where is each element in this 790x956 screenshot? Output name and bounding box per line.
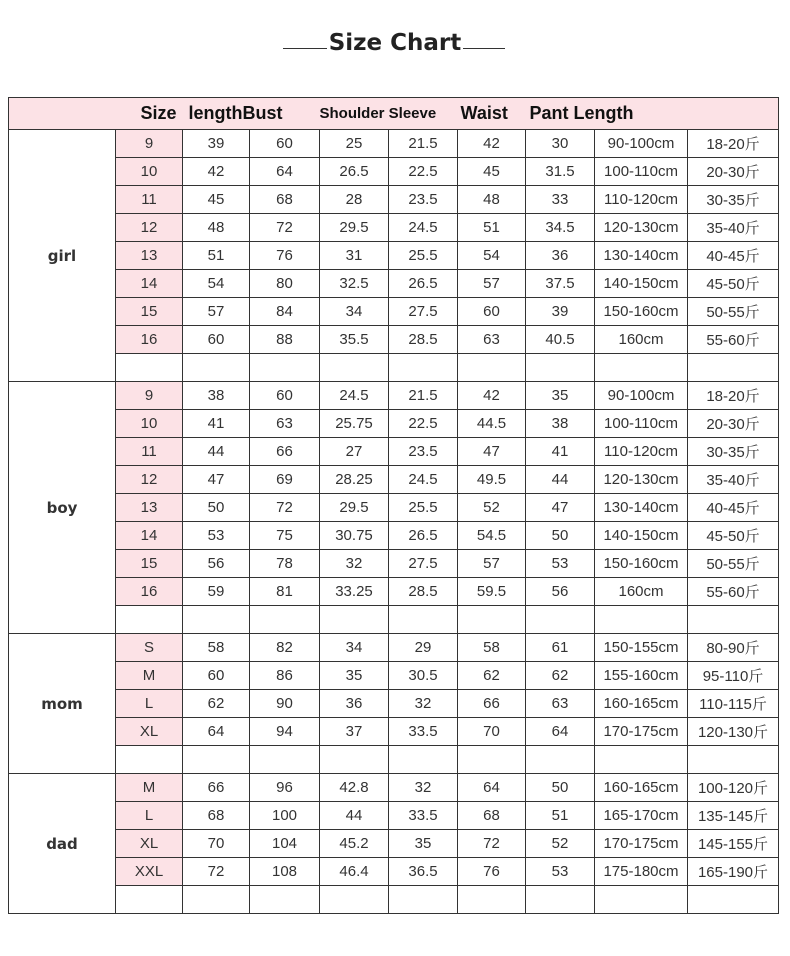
value-cell: 60 [183, 662, 250, 690]
value-cell: 33 [526, 186, 595, 214]
value-cell: 63 [458, 326, 526, 354]
value-cell: 60 [183, 326, 250, 354]
value-cell: 110-120cm [595, 438, 688, 466]
value-cell: 66 [458, 690, 526, 718]
value-cell: 23.5 [389, 438, 458, 466]
blank-cell [116, 354, 183, 382]
size-cell: M [116, 662, 183, 690]
value-cell: 51 [526, 802, 595, 830]
value-cell: 33.5 [389, 802, 458, 830]
value-cell: 95-110斤 [688, 662, 779, 690]
value-cell: 35-40斤 [688, 214, 779, 242]
value-cell: 150-160cm [595, 298, 688, 326]
value-cell: 76 [250, 242, 320, 270]
table-row [9, 326, 779, 354]
value-cell: 26.5 [389, 270, 458, 298]
value-cell: 72 [458, 830, 526, 858]
blank-cell [595, 354, 688, 382]
value-cell: 52 [526, 830, 595, 858]
value-cell: 81 [250, 578, 320, 606]
value-cell: 44 [320, 802, 389, 830]
size-cell: 15 [116, 298, 183, 326]
value-cell: 35 [320, 662, 389, 690]
table-row [9, 242, 779, 270]
value-cell: 75 [250, 522, 320, 550]
header-waist: Waist [458, 98, 526, 130]
value-cell: 36 [526, 242, 595, 270]
header-length-bust: lengthBust [183, 98, 320, 130]
blank-cell [250, 354, 320, 382]
group-label-boy: boy [9, 382, 116, 634]
table-row [9, 718, 779, 746]
value-cell: 25.75 [320, 410, 389, 438]
value-cell: 64 [526, 718, 595, 746]
value-cell: 35-40斤 [688, 466, 779, 494]
value-cell: 55-60斤 [688, 326, 779, 354]
blank-cell [595, 746, 688, 774]
value-cell: 42 [458, 130, 526, 158]
table-row [9, 438, 779, 466]
value-cell: 46.4 [320, 858, 389, 886]
value-cell: 38 [183, 382, 250, 410]
page-title: Size Chart [328, 30, 462, 56]
value-cell: 130-140cm [595, 242, 688, 270]
table-row [9, 186, 779, 214]
value-cell: 72 [250, 214, 320, 242]
value-cell: 22.5 [389, 410, 458, 438]
value-cell: 62 [183, 690, 250, 718]
value-cell: 44 [183, 438, 250, 466]
value-cell: 49.5 [458, 466, 526, 494]
value-cell: 63 [526, 690, 595, 718]
value-cell: 44.5 [458, 410, 526, 438]
table-row [9, 690, 779, 718]
size-cell: 11 [116, 438, 183, 466]
value-cell: 31 [320, 242, 389, 270]
value-cell: 34 [320, 634, 389, 662]
blank-cell [595, 886, 688, 914]
blank-row [9, 606, 779, 634]
value-cell: 150-160cm [595, 550, 688, 578]
value-cell: 51 [458, 214, 526, 242]
value-cell: 28.5 [389, 578, 458, 606]
value-cell: 47 [183, 466, 250, 494]
value-cell: 140-150cm [595, 522, 688, 550]
blank-cell [250, 606, 320, 634]
value-cell: 66 [250, 438, 320, 466]
value-cell: 29.5 [320, 214, 389, 242]
value-cell: 140-150cm [595, 270, 688, 298]
value-cell: 63 [250, 410, 320, 438]
value-cell: 160-165cm [595, 774, 688, 802]
table-row [9, 830, 779, 858]
size-cell: 14 [116, 522, 183, 550]
value-cell: 66 [183, 774, 250, 802]
value-cell: 155-160cm [595, 662, 688, 690]
blank-cell [526, 886, 595, 914]
value-cell: 29.5 [320, 494, 389, 522]
size-cell: 15 [116, 550, 183, 578]
blank-row [9, 886, 779, 914]
value-cell: 175-180cm [595, 858, 688, 886]
value-cell: 120-130cm [595, 466, 688, 494]
value-cell: 78 [250, 550, 320, 578]
size-cell: 10 [116, 158, 183, 186]
value-cell: 170-175cm [595, 830, 688, 858]
size-cell: 16 [116, 326, 183, 354]
value-cell: 86 [250, 662, 320, 690]
value-cell: 30.75 [320, 522, 389, 550]
value-cell: 82 [250, 634, 320, 662]
value-cell: 24.5 [389, 214, 458, 242]
value-cell: 170-175cm [595, 718, 688, 746]
size-cell: 9 [116, 130, 183, 158]
group-label-dad: dad [9, 774, 116, 914]
size-cell: XL [116, 718, 183, 746]
value-cell: 104 [250, 830, 320, 858]
value-cell: 42 [183, 158, 250, 186]
value-cell: 29 [389, 634, 458, 662]
table-row [9, 214, 779, 242]
value-cell: 50-55斤 [688, 550, 779, 578]
table-row [9, 634, 779, 662]
value-cell: 30-35斤 [688, 186, 779, 214]
blank-cell [688, 886, 779, 914]
blank-cell [688, 354, 779, 382]
value-cell: 30-35斤 [688, 438, 779, 466]
value-cell: 135-145斤 [688, 802, 779, 830]
value-cell: 80-90斤 [688, 634, 779, 662]
value-cell: 54 [183, 270, 250, 298]
value-cell: 20-30斤 [688, 158, 779, 186]
value-cell: 48 [458, 186, 526, 214]
value-cell: 25.5 [389, 494, 458, 522]
value-cell: 72 [183, 858, 250, 886]
size-cell: 14 [116, 270, 183, 298]
value-cell: 24.5 [389, 466, 458, 494]
value-cell: 53 [526, 550, 595, 578]
value-cell: 84 [250, 298, 320, 326]
value-cell: 45 [183, 186, 250, 214]
value-cell: 34.5 [526, 214, 595, 242]
value-cell: 58 [183, 634, 250, 662]
value-cell: 18-20斤 [688, 130, 779, 158]
size-cell: XXL [116, 858, 183, 886]
value-cell: 32 [389, 690, 458, 718]
value-cell: 21.5 [389, 130, 458, 158]
size-cell: 12 [116, 466, 183, 494]
value-cell: 40-45斤 [688, 494, 779, 522]
blank-cell [183, 354, 250, 382]
table-row [9, 662, 779, 690]
value-cell: 52 [458, 494, 526, 522]
value-cell: 42 [458, 382, 526, 410]
blank-cell [389, 606, 458, 634]
value-cell: 53 [183, 522, 250, 550]
value-cell: 37 [320, 718, 389, 746]
value-cell: 36 [320, 690, 389, 718]
value-cell: 68 [183, 802, 250, 830]
value-cell: 31.5 [526, 158, 595, 186]
value-cell: 26.5 [320, 158, 389, 186]
value-cell: 18-20斤 [688, 382, 779, 410]
size-cell: L [116, 802, 183, 830]
value-cell: 33.25 [320, 578, 389, 606]
value-cell: 90-100cm [595, 130, 688, 158]
value-cell: 58 [458, 634, 526, 662]
table-row [9, 858, 779, 886]
value-cell: 64 [458, 774, 526, 802]
value-cell: 50-55斤 [688, 298, 779, 326]
value-cell: 50 [526, 774, 595, 802]
blank-cell [595, 606, 688, 634]
value-cell: 60 [458, 298, 526, 326]
value-cell: 32 [320, 550, 389, 578]
table-row [9, 522, 779, 550]
blank-cell [183, 606, 250, 634]
value-cell: 22.5 [389, 158, 458, 186]
value-cell: 70 [458, 718, 526, 746]
value-cell: 25.5 [389, 242, 458, 270]
table-row [9, 466, 779, 494]
value-cell: 25 [320, 130, 389, 158]
blank-cell [688, 746, 779, 774]
value-cell: 50 [526, 522, 595, 550]
value-cell: 108 [250, 858, 320, 886]
blank-cell [688, 606, 779, 634]
value-cell: 57 [183, 298, 250, 326]
value-cell: 120-130cm [595, 214, 688, 242]
table-row [9, 270, 779, 298]
blank-cell [116, 746, 183, 774]
value-cell: 60 [250, 382, 320, 410]
value-cell: 100-110cm [595, 158, 688, 186]
value-cell: 24.5 [320, 382, 389, 410]
header-size: Size [9, 98, 183, 130]
table-row [9, 130, 779, 158]
size-cell: 13 [116, 494, 183, 522]
value-cell: 120-130斤 [688, 718, 779, 746]
value-cell: 62 [526, 662, 595, 690]
value-cell: 51 [183, 242, 250, 270]
group-label-mom: mom [9, 634, 116, 774]
value-cell: 68 [250, 186, 320, 214]
blank-cell [526, 354, 595, 382]
value-cell: 42.8 [320, 774, 389, 802]
blank-cell [458, 606, 526, 634]
blank-cell [320, 746, 389, 774]
value-cell: 56 [183, 550, 250, 578]
blank-cell [389, 746, 458, 774]
value-cell: 94 [250, 718, 320, 746]
value-cell: 72 [250, 494, 320, 522]
value-cell: 150-155cm [595, 634, 688, 662]
blank-cell [320, 886, 389, 914]
table-row [9, 578, 779, 606]
blank-cell [526, 606, 595, 634]
value-cell: 165-170cm [595, 802, 688, 830]
value-cell: 47 [526, 494, 595, 522]
value-cell: 38 [526, 410, 595, 438]
value-cell: 64 [250, 158, 320, 186]
value-cell: 44 [526, 466, 595, 494]
value-cell: 165-190斤 [688, 858, 779, 886]
value-cell: 45.2 [320, 830, 389, 858]
size-cell: 9 [116, 382, 183, 410]
value-cell: 41 [526, 438, 595, 466]
size-cell: XL [116, 830, 183, 858]
value-cell: 54.5 [458, 522, 526, 550]
value-cell: 40.5 [526, 326, 595, 354]
value-cell: 34 [320, 298, 389, 326]
value-cell: 27 [320, 438, 389, 466]
group-label-girl: girl [9, 130, 116, 382]
size-cell: M [116, 774, 183, 802]
value-cell: 21.5 [389, 382, 458, 410]
table-row [9, 494, 779, 522]
value-cell: 100 [250, 802, 320, 830]
value-cell: 35 [526, 382, 595, 410]
value-cell: 76 [458, 858, 526, 886]
value-cell: 20-30斤 [688, 410, 779, 438]
blank-cell [320, 606, 389, 634]
value-cell: 160cm [595, 326, 688, 354]
value-cell: 37.5 [526, 270, 595, 298]
value-cell: 30 [526, 130, 595, 158]
value-cell: 32.5 [320, 270, 389, 298]
value-cell: 54 [458, 242, 526, 270]
table-row [9, 382, 779, 410]
blank-cell [458, 354, 526, 382]
table-row [9, 550, 779, 578]
value-cell: 90-100cm [595, 382, 688, 410]
value-cell: 160-165cm [595, 690, 688, 718]
blank-row [9, 354, 779, 382]
value-cell: 45-50斤 [688, 270, 779, 298]
value-cell: 61 [526, 634, 595, 662]
value-cell: 62 [458, 662, 526, 690]
value-cell: 64 [183, 718, 250, 746]
header-row [9, 98, 779, 130]
value-cell: 57 [458, 270, 526, 298]
value-cell: 41 [183, 410, 250, 438]
blank-cell [458, 746, 526, 774]
value-cell: 35.5 [320, 326, 389, 354]
value-cell: 80 [250, 270, 320, 298]
table-row [9, 298, 779, 326]
size-chart-table [8, 97, 779, 914]
value-cell: 110-120cm [595, 186, 688, 214]
value-cell: 100-120斤 [688, 774, 779, 802]
value-cell: 26.5 [389, 522, 458, 550]
value-cell: 96 [250, 774, 320, 802]
size-cell: 11 [116, 186, 183, 214]
value-cell: 60 [250, 130, 320, 158]
blank-cell [250, 886, 320, 914]
blank-cell [458, 886, 526, 914]
size-cell: L [116, 690, 183, 718]
value-cell: 28.5 [389, 326, 458, 354]
blank-cell [183, 746, 250, 774]
header-shoulder-sleeve: Shoulder Sleeve [320, 98, 458, 130]
value-cell: 30.5 [389, 662, 458, 690]
value-cell: 36.5 [389, 858, 458, 886]
size-cell: 12 [116, 214, 183, 242]
value-cell: 160cm [595, 578, 688, 606]
value-cell: 28 [320, 186, 389, 214]
value-cell: 53 [526, 858, 595, 886]
value-cell: 47 [458, 438, 526, 466]
value-cell: 39 [526, 298, 595, 326]
table-row [9, 774, 779, 802]
table-row [9, 410, 779, 438]
size-cell: 16 [116, 578, 183, 606]
value-cell: 32 [389, 774, 458, 802]
value-cell: 55-60斤 [688, 578, 779, 606]
blank-row [9, 746, 779, 774]
value-cell: 35 [389, 830, 458, 858]
value-cell: 33.5 [389, 718, 458, 746]
header-pant-length: Pant Length [526, 98, 779, 130]
value-cell: 110-115斤 [688, 690, 779, 718]
value-cell: 57 [458, 550, 526, 578]
value-cell: 28.25 [320, 466, 389, 494]
table-row [9, 158, 779, 186]
value-cell: 40-45斤 [688, 242, 779, 270]
value-cell: 45-50斤 [688, 522, 779, 550]
value-cell: 23.5 [389, 186, 458, 214]
blank-cell [116, 606, 183, 634]
blank-cell [389, 886, 458, 914]
blank-cell [183, 886, 250, 914]
value-cell: 27.5 [389, 298, 458, 326]
blank-cell [320, 354, 389, 382]
value-cell: 59 [183, 578, 250, 606]
size-cell: 10 [116, 410, 183, 438]
blank-cell [389, 354, 458, 382]
blank-cell [526, 746, 595, 774]
value-cell: 145-155斤 [688, 830, 779, 858]
value-cell: 100-110cm [595, 410, 688, 438]
blank-cell [116, 886, 183, 914]
value-cell: 70 [183, 830, 250, 858]
value-cell: 88 [250, 326, 320, 354]
size-cell: 13 [116, 242, 183, 270]
value-cell: 45 [458, 158, 526, 186]
value-cell: 59.5 [458, 578, 526, 606]
value-cell: 90 [250, 690, 320, 718]
value-cell: 27.5 [389, 550, 458, 578]
value-cell: 130-140cm [595, 494, 688, 522]
size-cell: S [116, 634, 183, 662]
value-cell: 48 [183, 214, 250, 242]
value-cell: 39 [183, 130, 250, 158]
value-cell: 69 [250, 466, 320, 494]
table-row [9, 802, 779, 830]
value-cell: 50 [183, 494, 250, 522]
value-cell: 56 [526, 578, 595, 606]
value-cell: 68 [458, 802, 526, 830]
blank-cell [250, 746, 320, 774]
